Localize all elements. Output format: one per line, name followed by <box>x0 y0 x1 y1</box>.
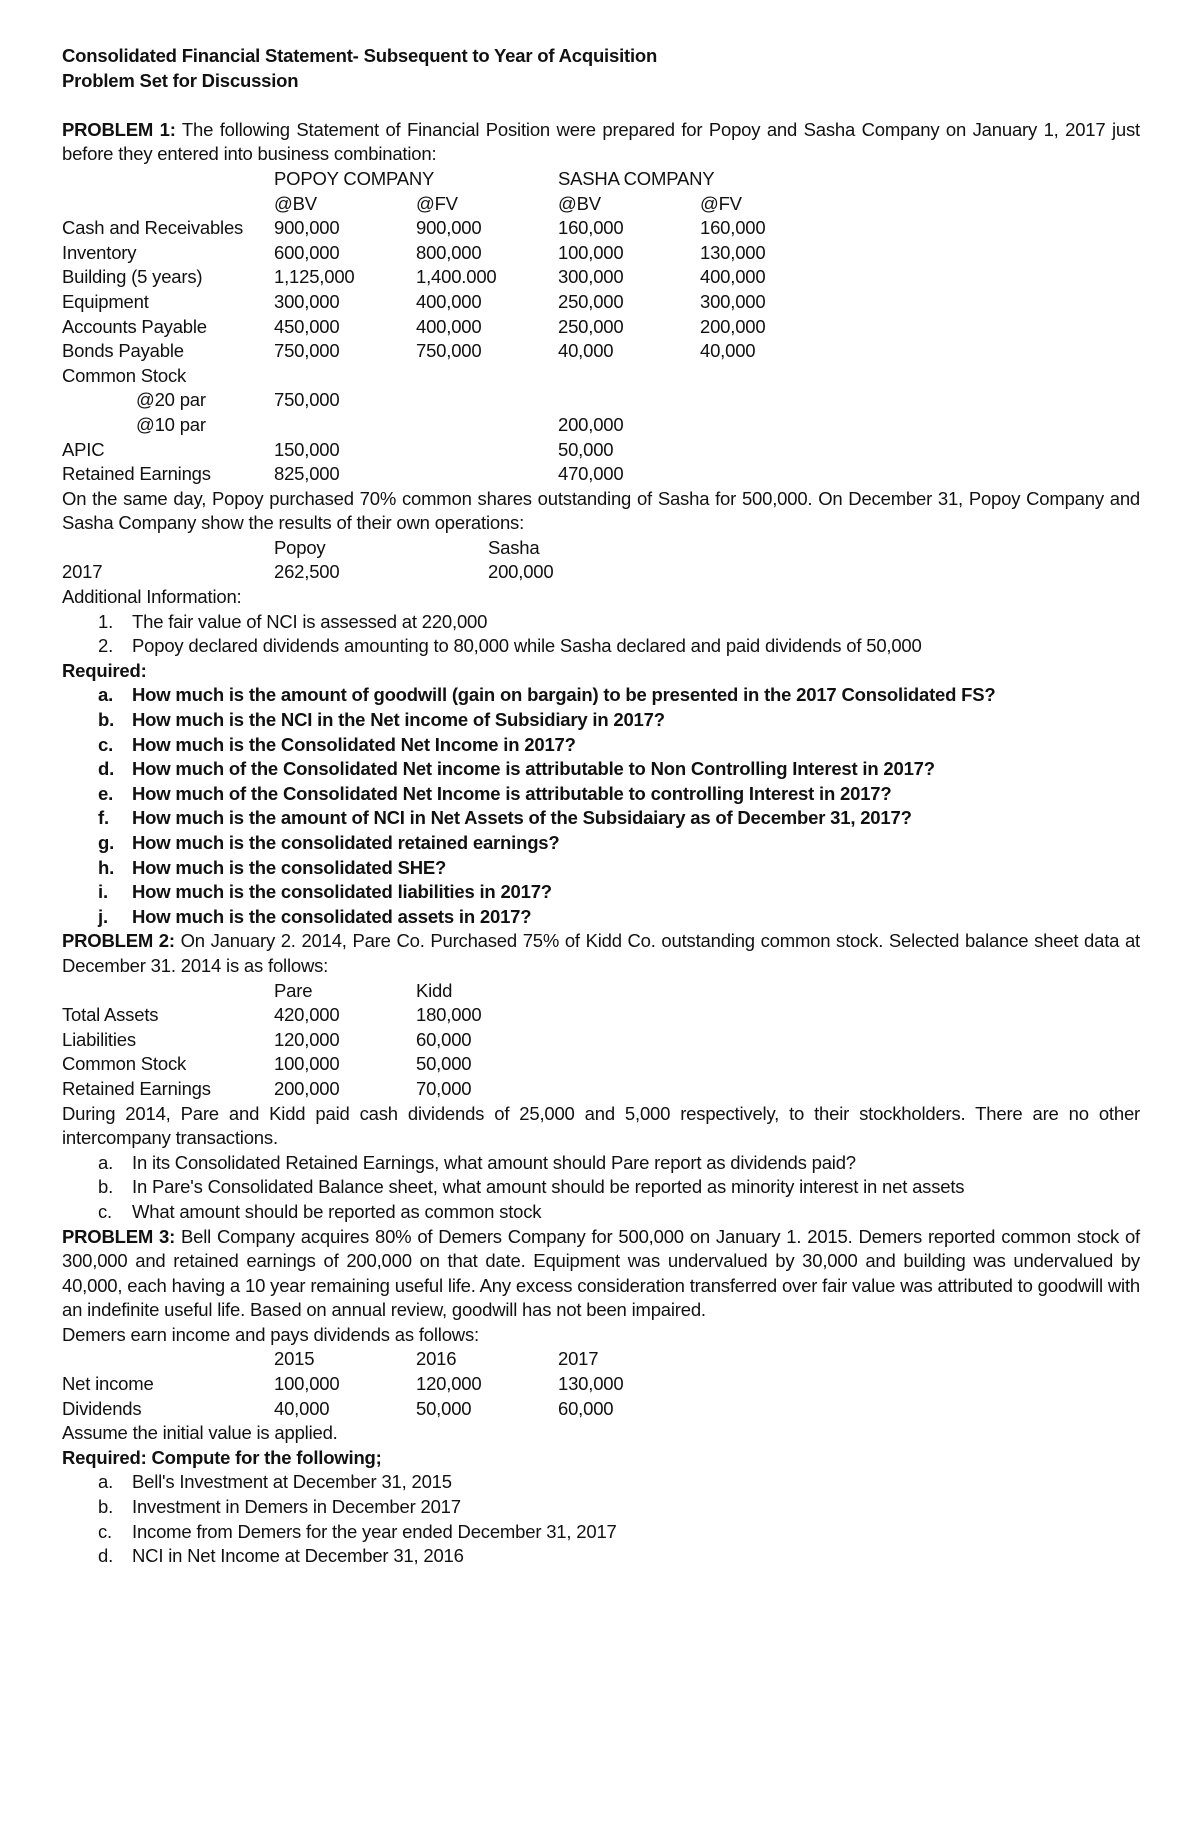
p3-year-header: 2016 <box>416 1348 457 1370</box>
list-number: 2. <box>98 635 114 657</box>
row-label: Liabilities <box>62 1028 136 1050</box>
cell: 200,000 <box>558 413 624 435</box>
list-text: Income from Demers for the year ended December 31, 2017 <box>132 1520 617 1542</box>
list-number: 1. <box>98 610 114 632</box>
cell: 130,000 <box>700 241 766 263</box>
list-letter: i. <box>98 881 108 903</box>
list-item <box>62 856 1140 881</box>
table-row <box>62 216 1140 241</box>
cell: 300,000 <box>558 266 624 288</box>
cell: 200,000 <box>488 561 554 583</box>
list-text: In its Consolidated Retained Earnings, what amount should Pare report as dividends paid? <box>132 1151 856 1173</box>
list-item <box>62 806 1140 831</box>
list-item <box>62 831 1140 856</box>
p1-ops-header: Sasha <box>488 536 540 558</box>
list-letter: b. <box>98 1496 114 1518</box>
list-text: How much is the NCI in the Net income of Subsidiary in 2017? <box>132 709 665 731</box>
cell: 40,000 <box>558 340 614 362</box>
table-row <box>62 413 1140 438</box>
row-label: @20 par <box>136 389 206 411</box>
table-row <box>62 388 1140 413</box>
problem3-intro-text: Bell Company acquires 80% of Demers Company for 500,000 on January 1. 2015. Demers reported common stock of 300,000 and retained earnings of 200,000 on that date. Equipment was undervalued by 30,000 and building was undervalued by 40,000, each having a 10 year remaining useful life. Any excess consideration transferred over fair value was attributed to goodwill with an indefinite useful life. Based on annual review, goodwill has not been impaired. <box>62 1225 1141 1321</box>
table-row <box>62 339 1140 364</box>
table-row <box>62 462 1140 487</box>
cell: 1,125,000 <box>274 266 355 288</box>
list-text: Bell's Investment at December 31, 2015 <box>132 1471 452 1493</box>
table-row <box>62 438 1140 463</box>
cell: 50,000 <box>558 438 614 460</box>
cell: 900,000 <box>274 217 340 239</box>
doc-title: Consolidated Financial Statement- Subsequent to Year of Acquisition <box>62 45 658 66</box>
row-label: Equipment <box>62 290 149 312</box>
cell: 300,000 <box>274 290 340 312</box>
row-label: Bonds Payable <box>62 340 184 362</box>
list-item <box>62 1495 1140 1520</box>
cell: 130,000 <box>558 1373 624 1395</box>
list-text: How much is the consolidated SHE? <box>132 856 447 878</box>
cell: 750,000 <box>416 340 482 362</box>
cell: 400,000 <box>416 290 482 312</box>
list-item <box>62 1200 1140 1225</box>
p1-col-header: @BV <box>558 192 601 214</box>
cell: 1,400.000 <box>416 266 497 288</box>
list-item <box>62 1544 1140 1569</box>
cell: 420,000 <box>274 1004 340 1026</box>
problem1-intro <box>62 118 1140 167</box>
row-label: Building (5 years) <box>62 266 203 288</box>
list-text: How much is the consolidated assets in 2017? <box>132 905 532 927</box>
cell: 70,000 <box>416 1077 472 1099</box>
p2-col-header: Pare <box>274 979 313 1001</box>
problem3-intro <box>62 1225 1140 1323</box>
row-label: Retained Earnings <box>62 463 211 485</box>
cell: 750,000 <box>274 340 340 362</box>
problem3-para2: Demers earn income and pays dividends as follows: <box>62 1323 479 1345</box>
cell: 250,000 <box>558 290 624 312</box>
list-text: How much is the Consolidated Net Income in 2017? <box>132 733 576 755</box>
list-text: How much is the amount of NCI in Net Assets of the Subsidaiary as of December 31, 2017? <box>132 807 912 829</box>
cell: 120,000 <box>416 1373 482 1395</box>
list-letter: b. <box>98 1176 114 1198</box>
cell: 180,000 <box>416 1004 482 1026</box>
cell: 100,000 <box>274 1373 340 1395</box>
cell: 160,000 <box>700 217 766 239</box>
problem2-intro <box>62 929 1140 978</box>
row-label: Common Stock <box>62 1053 187 1075</box>
list-text: How much of the Consolidated Net Income is attributable to controlling Interest in 2017? <box>132 782 892 804</box>
required-label: Required: Compute for the following; <box>62 1446 382 1468</box>
problem2-para2: During 2014, Pare and Kidd paid cash dividends of 25,000 and 5,000 respectively, to their stockholders. There are no other intercompany transactions. <box>62 1102 1140 1149</box>
row-label: @10 par <box>136 413 206 435</box>
problem1-intro-text: The following Statement of Financial Position were prepared for Popoy and Sasha Company on January 1, 2017 just before they entered into business combination: <box>62 118 1140 165</box>
row-label: Dividends <box>62 1397 142 1419</box>
table-row <box>62 315 1140 340</box>
list-text: In Pare's Consolidated Balance sheet, what amount should be reported as minority interest in net assets <box>132 1176 965 1198</box>
list-item <box>62 1175 1140 1200</box>
list-item <box>62 634 1140 659</box>
doc-subtitle: Problem Set for Discussion <box>62 69 299 91</box>
cell: 250,000 <box>558 315 624 337</box>
cell: 160,000 <box>558 217 624 239</box>
cell: 300,000 <box>700 290 766 312</box>
list-text: The fair value of NCI is assessed at 220,000 <box>132 610 488 632</box>
list-item <box>62 880 1140 905</box>
problem2-intro-text: On January 2. 2014, Pare Co. Purchased 75% of Kidd Co. outstanding common stock. Selected balance sheet data at December 31. 2014 is as follows: <box>62 930 1141 976</box>
row-label: Accounts Payable <box>62 315 207 337</box>
p3-year-header-row <box>62 1347 1140 1372</box>
list-text: How much of the Consolidated Net income is attributable to Non Controlling Interest in 2017? <box>132 758 935 780</box>
list-letter: c. <box>98 733 114 755</box>
p3-year-header: 2015 <box>274 1348 315 1370</box>
table-row <box>62 265 1140 290</box>
p1-col-header: @BV <box>274 192 317 214</box>
table-row <box>62 1052 1140 1077</box>
list-letter: a. <box>98 1471 114 1493</box>
list-text: Popoy declared dividends amounting to 80,000 while Sasha declared and paid dividends of 50,000 <box>132 635 922 657</box>
row-label: Net income <box>62 1373 154 1395</box>
list-item <box>62 1151 1140 1176</box>
table-row <box>62 1003 1140 1028</box>
cell: 100,000 <box>558 241 624 263</box>
cell: 750,000 <box>274 389 340 411</box>
cell: 600,000 <box>274 241 340 263</box>
cell: 150,000 <box>274 438 340 460</box>
row-label: 2017 <box>62 561 103 583</box>
list-text: Investment in Demers in December 2017 <box>132 1496 461 1518</box>
row-label: Retained Earnings <box>62 1077 211 1099</box>
cell: 60,000 <box>416 1028 472 1050</box>
p1-company-header-row <box>62 167 1140 192</box>
cell: 262,500 <box>274 561 340 583</box>
list-text: How much is the amount of goodwill (gain on bargain) to be presented in the 2017 Consolidated FS? <box>132 684 996 706</box>
list-text: How much is the consolidated retained earnings? <box>132 832 560 853</box>
list-letter: c. <box>98 1200 112 1222</box>
list-letter: f. <box>98 807 109 829</box>
document-page <box>62 44 1140 1569</box>
cell: 400,000 <box>416 315 482 337</box>
table-row <box>62 1028 1140 1053</box>
list-item <box>62 1520 1140 1545</box>
p2-header-row <box>62 979 1140 1004</box>
cell: 50,000 <box>416 1397 472 1419</box>
list-item <box>62 708 1140 733</box>
list-letter: d. <box>98 758 115 780</box>
table-row <box>62 364 1140 389</box>
list-letter: e. <box>98 782 114 804</box>
list-item <box>62 782 1140 807</box>
p1-col-header: @FV <box>700 192 742 214</box>
row-label: APIC <box>62 438 105 460</box>
list-text: How much is the consolidated liabilities in 2017? <box>132 881 552 903</box>
table-row <box>62 1397 1140 1422</box>
required-label: Required: <box>62 659 147 681</box>
list-letter: h. <box>98 856 115 878</box>
p1-sasha-header: SASHA COMPANY <box>558 167 715 189</box>
cell: 50,000 <box>416 1053 472 1075</box>
list-letter: d. <box>98 1545 114 1567</box>
problem3-assume: Assume the initial value is applied. <box>62 1422 338 1444</box>
addl-info-label: Additional Information: <box>62 586 242 608</box>
list-text: NCI in Net Income at December 31, 2016 <box>132 1545 464 1567</box>
p2-col-header: Kidd <box>416 979 453 1001</box>
p1-ops-header-row <box>62 536 1140 561</box>
cell: 470,000 <box>558 463 624 485</box>
cell: 120,000 <box>274 1028 340 1050</box>
row-label: Inventory <box>62 241 137 263</box>
table-row <box>62 1077 1140 1102</box>
list-letter: a. <box>98 1151 114 1173</box>
cell: 40,000 <box>274 1397 330 1419</box>
list-letter: a. <box>98 684 114 706</box>
table-row <box>62 560 1140 585</box>
list-item <box>62 757 1140 782</box>
row-label: Cash and Receivables <box>62 217 244 239</box>
table-row <box>62 1372 1140 1397</box>
cell: 40,000 <box>700 340 756 362</box>
cell: 825,000 <box>274 463 340 485</box>
cell: 900,000 <box>416 217 482 239</box>
p3-year-header: 2017 <box>558 1348 599 1370</box>
problem2-label: PROBLEM 2: <box>62 930 175 952</box>
list-letter: b. <box>98 709 115 731</box>
p1-col-header: @FV <box>416 192 458 214</box>
list-item <box>62 733 1140 758</box>
p1-col-header-row <box>62 192 1140 217</box>
p1-ops-header: Popoy <box>274 536 326 558</box>
table-row <box>62 290 1140 315</box>
list-letter: j. <box>98 905 108 927</box>
list-item <box>62 683 1140 708</box>
problem1-label: PROBLEM 1: <box>62 118 176 140</box>
row-label: Common Stock <box>62 364 187 386</box>
cell: 800,000 <box>416 241 482 263</box>
cell: 200,000 <box>274 1077 340 1099</box>
list-letter: c. <box>98 1520 112 1542</box>
row-label: Total Assets <box>62 1004 159 1026</box>
cell: 400,000 <box>700 266 766 288</box>
cell: 200,000 <box>700 315 766 337</box>
list-letter: g. <box>98 832 115 853</box>
problem3-label: PROBLEM 3: <box>62 1225 176 1247</box>
list-item <box>62 1470 1140 1495</box>
list-item <box>62 905 1140 930</box>
cell: 100,000 <box>274 1053 340 1075</box>
p1-popoy-header: POPOY COMPANY <box>274 167 435 189</box>
table-row <box>62 241 1140 266</box>
cell: 450,000 <box>274 315 340 337</box>
list-text: What amount should be reported as common stock <box>132 1200 542 1222</box>
cell: 60,000 <box>558 1397 614 1419</box>
problem1-para2: On the same day, Popoy purchased 70% common shares outstanding of Sasha for 500,000. On December 31, Popoy Company and Sasha Company show the results of their own operations: <box>62 487 1140 534</box>
list-item <box>62 610 1140 635</box>
